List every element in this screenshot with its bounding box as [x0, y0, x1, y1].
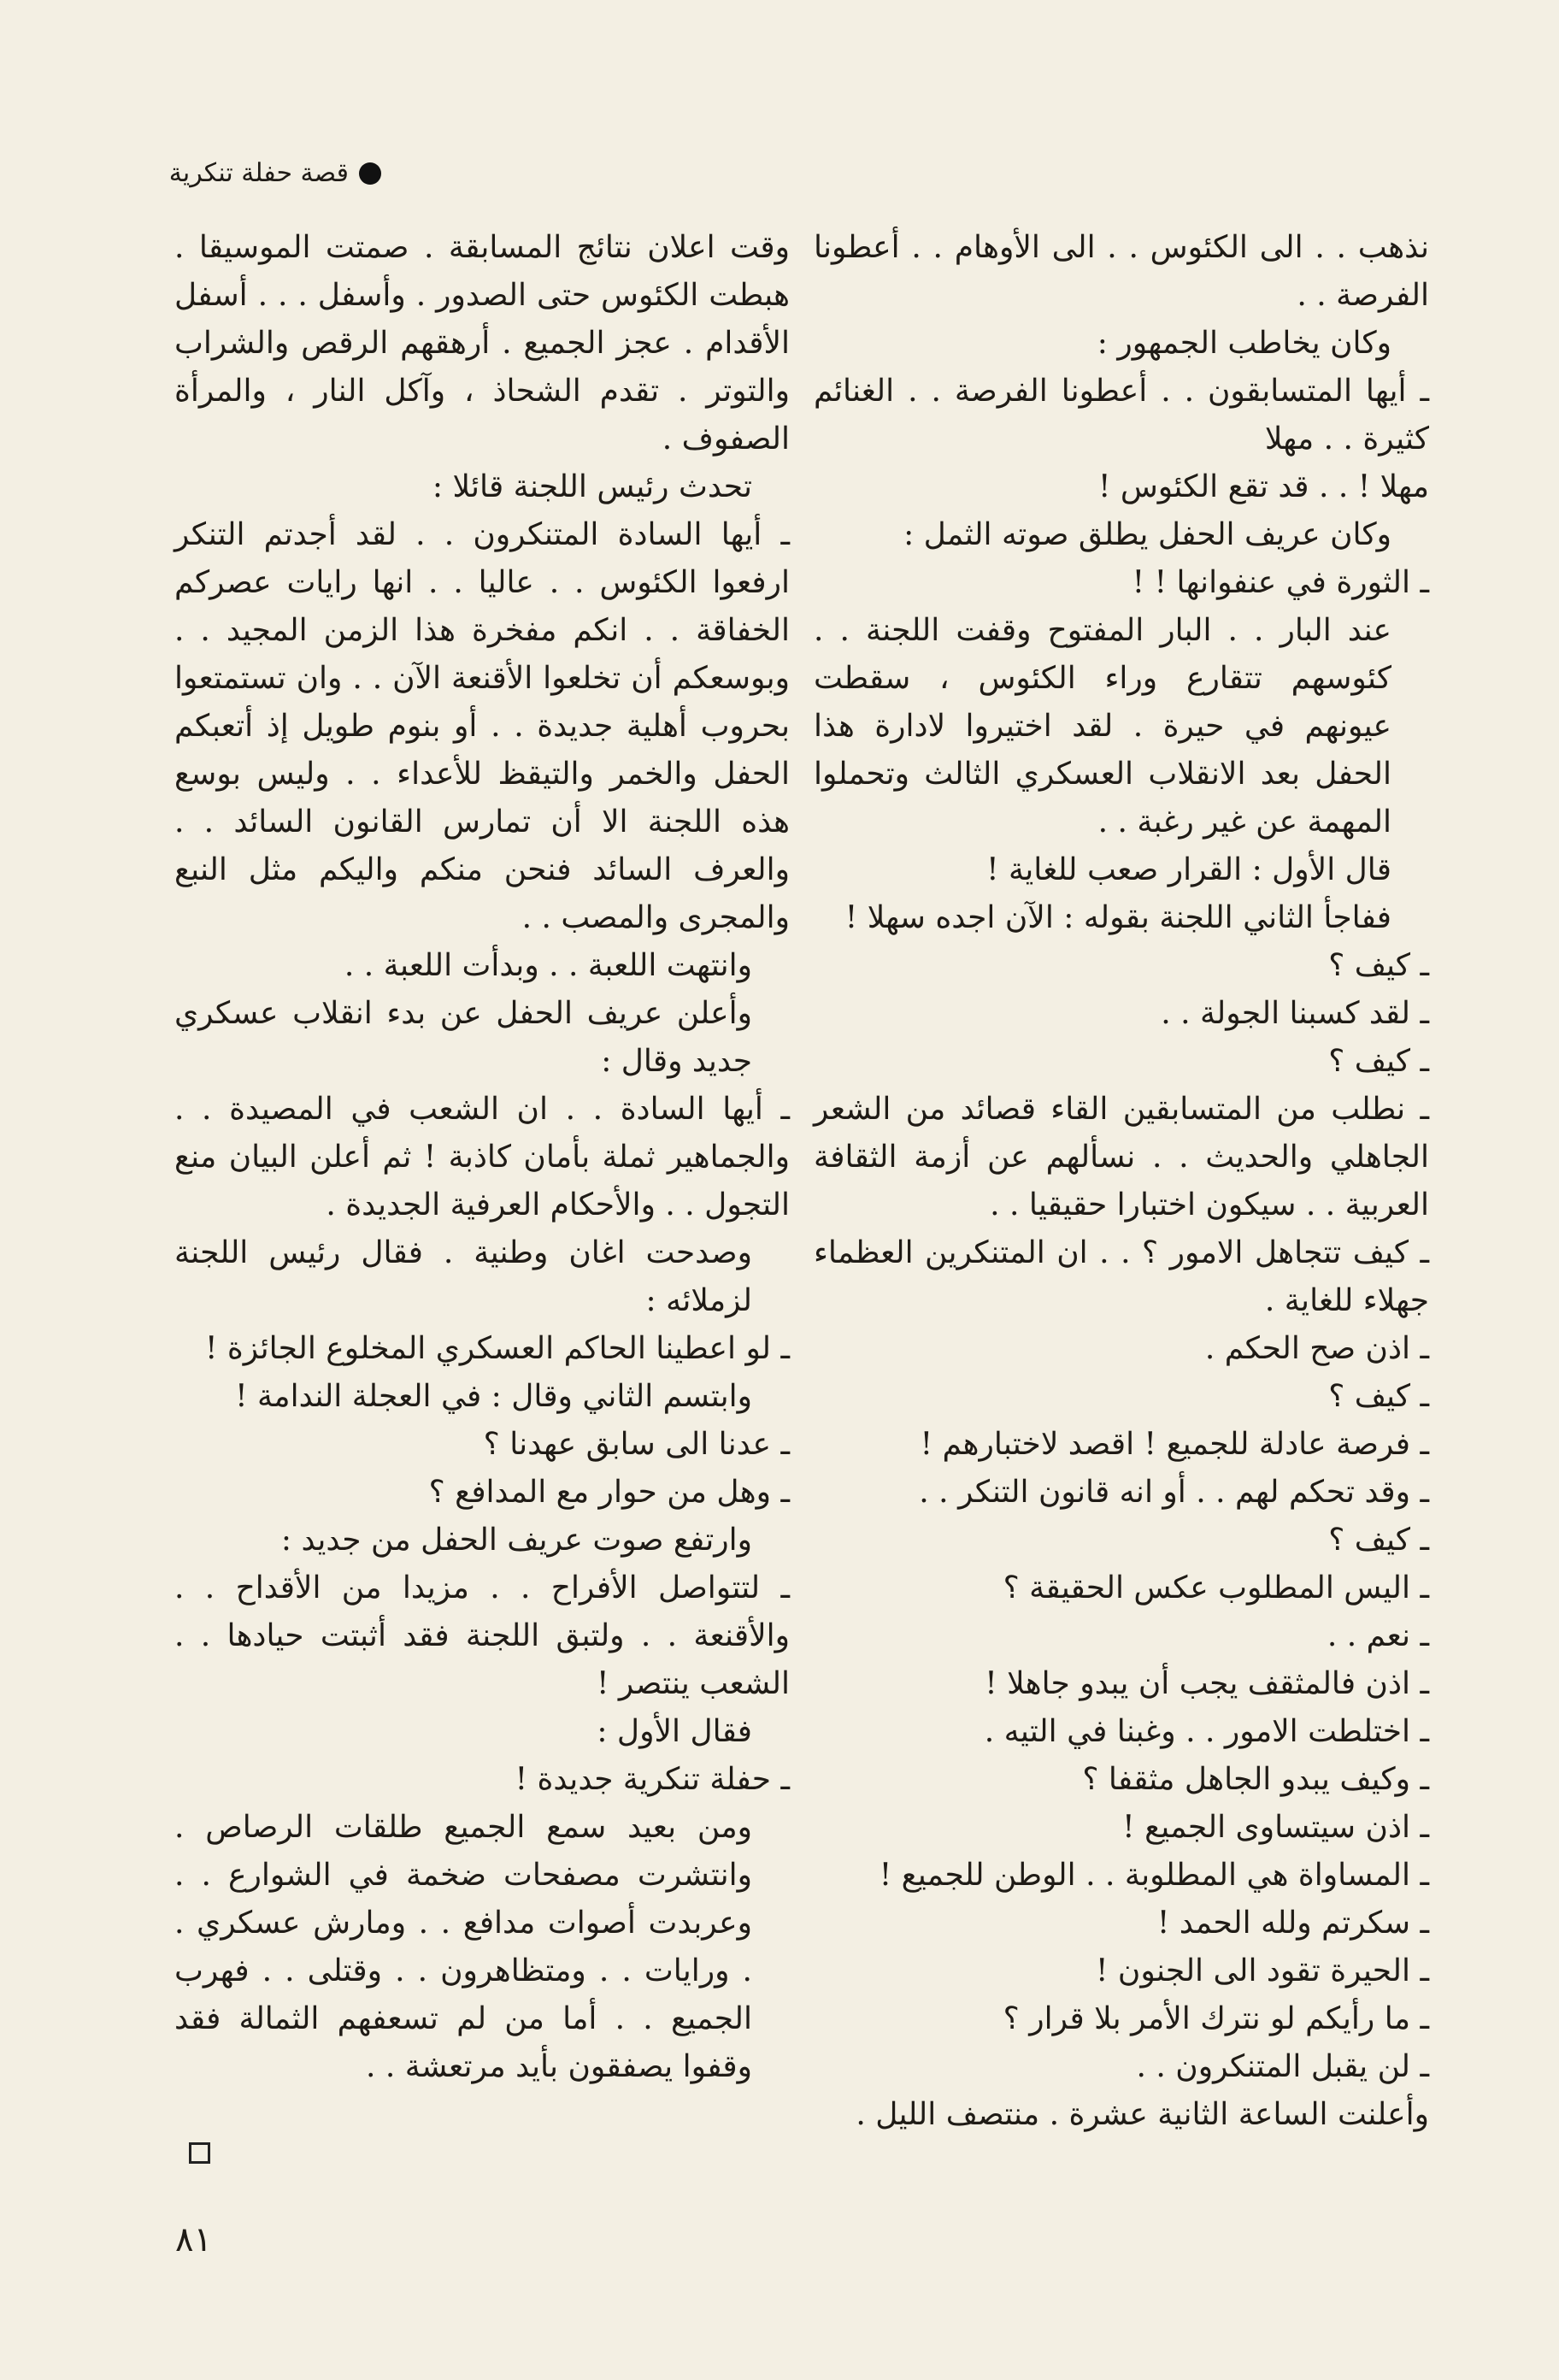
text-paragraph: وانتهت اللعبة . . وبدأت اللعبة . . [344, 948, 752, 983]
right-column-text [814, 224, 1429, 2139]
text-paragraph: ـ سكرتم ولله الحمد ! [1156, 1906, 1429, 1941]
text-paragraph: ـ أيها المتسابقون . . أعطونا الفرصة . . الغنائم كثيرة . . مهلا [814, 374, 1429, 457]
text-paragraph: ـ اذن سيتساوى الجميع ! [1122, 1810, 1429, 1845]
text-paragraph: ـ ما رأيكم لو نترك الأمر بلا قرار ؟ [1003, 2001, 1429, 2036]
page-number: ٨١ [175, 2220, 212, 2259]
running-header [168, 158, 381, 188]
text-paragraph: ـ اليس المطلوب عكس الحقيقة ؟ [1003, 1570, 1429, 1605]
text-paragraph: ـ كيف ؟ [1328, 1044, 1429, 1079]
text-paragraph: ـ أيها السادة المتنكرون . . لقد أجدتم التنكر ارفعوا الكئوس . . عاليا . . انها رايات عصركم الخفاقة . . انكم مفخرة هذا الزمن المجيد . . وبوسعكم أن تخلعوا الأقنعة الآن . . وان تستمتعوا بحروب أهلية جديدة . . أو بنوم طويل إذ أتعبكم الحفل والخمر والتيقظ للأعداء . . وليس بوسع هذه اللجنة الا أن تمارس القانون السائد . . والعرف السائد فنحن منكم واليكم مثل النبع والمجرى والمصب . . [174, 517, 790, 935]
text-paragraph: ـ وكيف يبدو الجاهل مثقفا ؟ [1082, 1762, 1429, 1797]
text-paragraph: ـ الثورة في عنفوانها ! ! [1132, 565, 1429, 600]
text-paragraph: ـ وهل من حوار مع المدافع ؟ [428, 1475, 790, 1510]
text-paragraph: ـ اذن صح الحكم . [1204, 1331, 1429, 1366]
text-paragraph: فقال الأول : [597, 1714, 752, 1749]
text-paragraph: ـ حفلة تنكرية جديدة ! [515, 1762, 790, 1797]
text-paragraph: ـ كيف ؟ [1328, 948, 1429, 983]
text-paragraph: ـ اختلطت الامور . . وغبنا في التيه . [984, 1714, 1429, 1749]
text-paragraph: وأعلن عريف الحفل عن بدء انقلاب عسكري جديد وقال : [174, 996, 752, 1079]
text-paragraph: ـ عدنا الى سابق عهدنا ؟ [483, 1427, 790, 1462]
text-paragraph: ـ لتتواصل الأفراح . . مزيدا من الأقداح . . والأقنعة . . ولتبق اللجنة فقد أثبتت حيادها . . الشعب ينتصر ! [174, 1570, 790, 1701]
text-paragraph: مهلا ! . . قد تقع الكئوس ! [1097, 469, 1429, 504]
text-paragraph: ففاجأ الثاني اللجنة بقوله : الآن اجده سهلا ! [844, 900, 1391, 935]
text-paragraph: ـ نطلب من المتسابقين القاء قصائد من الشعر الجاهلي والحديث . . نسألهم عن أزمة الثقافة العربية . . سيكون اختبارا حقيقيا . . [814, 1092, 1429, 1222]
text-paragraph: ـ الحيرة تقود الى الجنون ! [1096, 1953, 1429, 1988]
text-paragraph: ـ لقد كسبنا الجولة . . [1161, 996, 1429, 1031]
left-column-text [174, 224, 790, 2091]
text-paragraph: وكان يخاطب الجمهور : [1097, 326, 1391, 361]
text-paragraph: وقت اعلان نتائج المسابقة . صمتت الموسيقا . هبطت الكئوس حتى الصدور . وأسفل . . . أسفل الأقدام . عجز الجميع . أرهقهم الرقص والشراب والتوتر . تقدم الشحاذ ، وآكل النار ، والمرأة الصفوف . [174, 230, 790, 457]
chapter-title: قصة حفلة تنكرية [168, 158, 349, 188]
text-paragraph: ـ كيف تتجاهل الامور ؟ . . ان المتنكرين العظماء جهلاء للغاية . [814, 1235, 1429, 1318]
text-paragraph: وابتسم الثاني وقال : في العجلة الندامة ! [235, 1379, 752, 1414]
text-paragraph: ـ فرصة عادلة للجميع ! اقصد لاختبارهم ! [920, 1427, 1429, 1462]
text-paragraph: وصدحت اغان وطنية . فقال رئيس اللجنة لزملائه : [174, 1235, 752, 1318]
text-paragraph: ـ لن يقبل المتنكرون . . [1136, 2049, 1429, 2084]
text-paragraph: ـ نعم . . [1327, 1618, 1429, 1653]
text-paragraph: ـ وقد تحكم لهم . . أو انه قانون التنكر . . [919, 1475, 1429, 1510]
text-paragraph: ـ المساواة هي المطلوبة . . الوطن للجميع ! [879, 1858, 1429, 1893]
section-end-square-icon [189, 2142, 210, 2164]
text-paragraph: عند البار . . البار المفتوح وقفت اللجنة . . كئوسهم تتقارع وراء الكئوس ، سقطت عيونهم في حيرة . لقد اختيروا لادارة هذا الحفل بعد الانقلاب العسكري الثالث وتحملوا المهمة عن غير رغبة . . [814, 613, 1391, 839]
text-paragraph: نذهب . . الى الكئوس . . الى الأوهام . . أعطونا الفرصة . . [814, 230, 1429, 313]
text-paragraph: ـ أيها السادة . . ان الشعب في المصيدة . . والجماهير ثملة بأمان كاذبة ! ثم أعلن البيان منع التجول . . والأحكام العرفية الجديدة . [174, 1092, 790, 1222]
text-paragraph: وأعلنت الساعة الثانية عشرة . منتصف الليل . [856, 2097, 1429, 2132]
text-paragraph: ـ اذن فالمثقف يجب أن يبدو جاهلا ! [985, 1666, 1429, 1701]
bullet-icon [359, 162, 381, 185]
text-paragraph: قال الأول : القرار صعب للغاية ! [986, 852, 1391, 887]
text-paragraph: وكان عريف الحفل يطلق صوته الثمل : [903, 517, 1391, 552]
text-paragraph: ومن بعيد سمع الجميع طلقات الرصاص . وانتشرت مصفحات ضخمة في الشوارع . . وعربدت أصوات مدافع . . ومارش عسكري . . ورايات . . ومتظاهرون . . وقتلى . . فهرب الجميع . . أما من لم تسعفهم الثمالة فقد وقفوا يصفقون بأيد مرتعشة . . [174, 1810, 752, 2084]
text-paragraph: ـ كيف ؟ [1328, 1379, 1429, 1414]
text-paragraph: ـ لو اعطينا الحاكم العسكري المخلوع الجائزة ! [205, 1331, 790, 1366]
text-paragraph: ـ كيف ؟ [1328, 1523, 1429, 1558]
text-paragraph: تحدث رئيس اللجنة قائلا : [432, 469, 752, 504]
text-paragraph: وارتفع صوت عريف الحفل من جديد : [280, 1523, 752, 1558]
